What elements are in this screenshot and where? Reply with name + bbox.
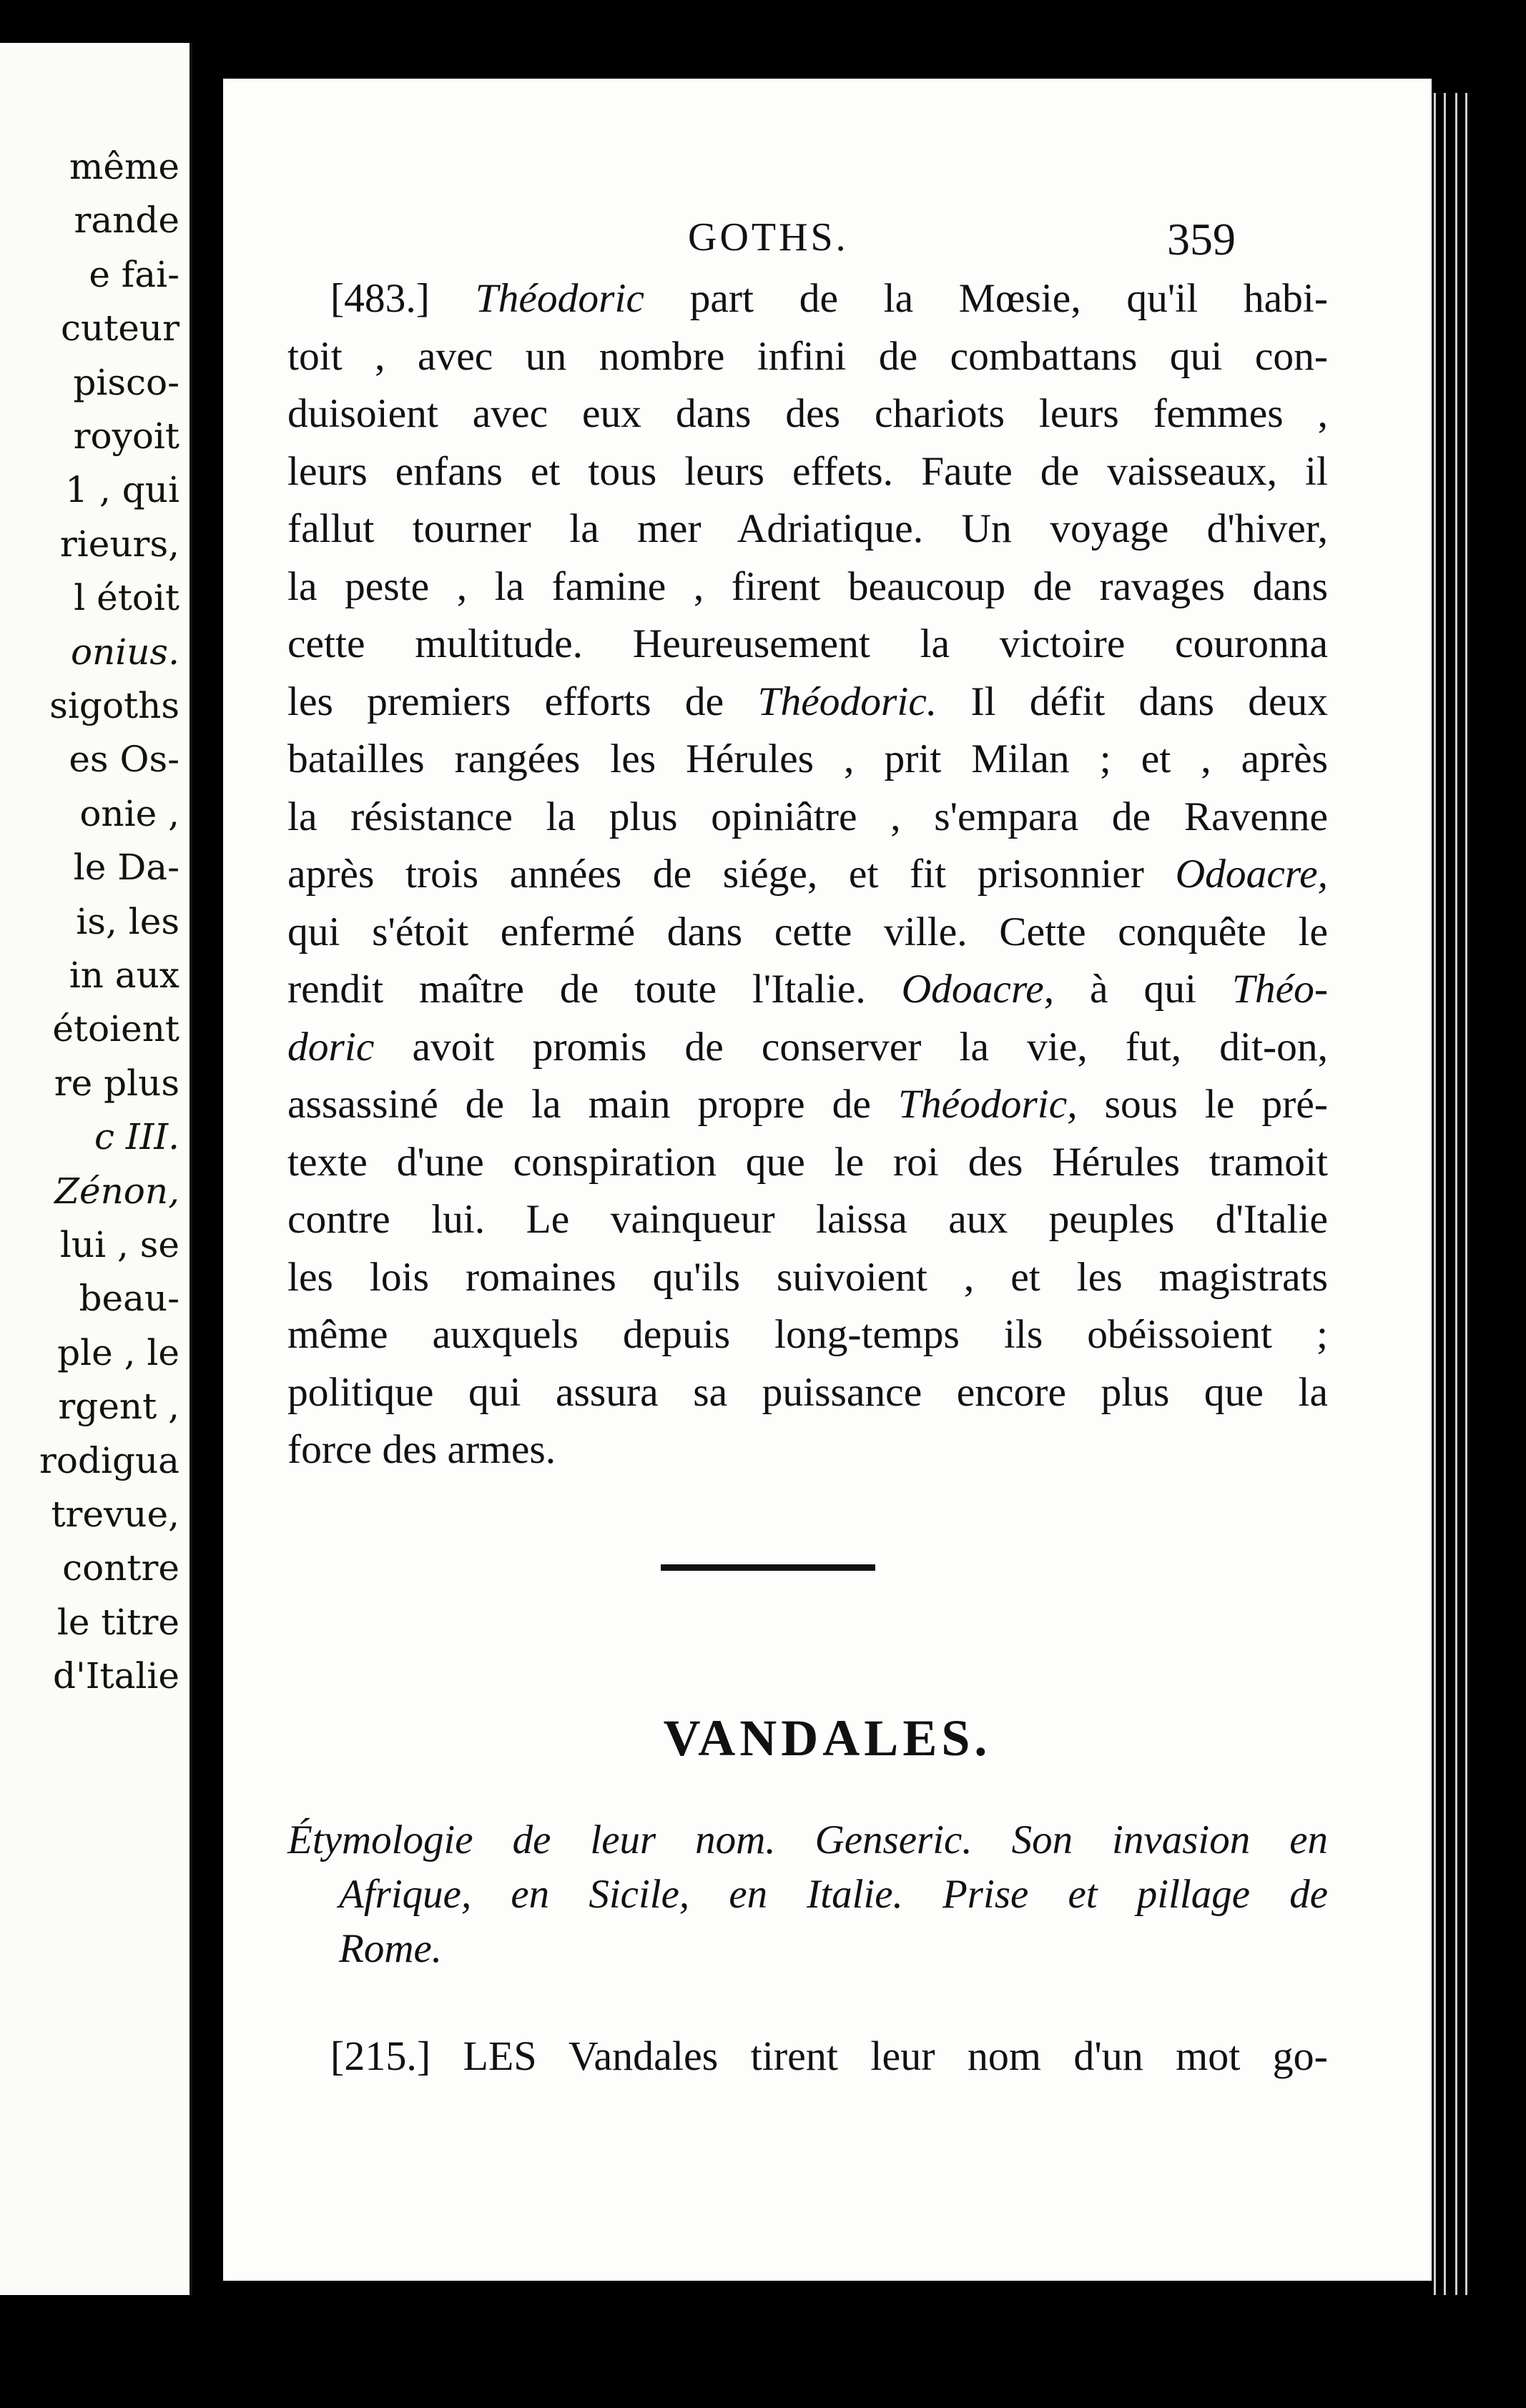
text-run: qui s'étoit enfermé dans cette ville. Cette conquête le [287,909,1328,954]
text-run: la résistance la plus opiniâtre , s'empara de Ravenne [287,794,1328,839]
text-run: les premiers efforts de [287,679,758,724]
text-line [287,846,1328,904]
text-run: [483.] [330,276,476,321]
text-line [287,1019,1328,1077]
text-run: Il défit dans deux [937,679,1328,724]
italic-name: Odoacre, [901,967,1055,1012]
summary-line: Rome. [339,1926,443,1971]
text-run: sous le pré- [1077,1082,1328,1127]
left-page-line-fragment: onie , [79,792,179,834]
text-run: force des armes. [287,1427,556,1472]
left-page-line-fragment: rande [74,199,179,242]
left-page-line-fragment: pisco- [73,361,179,403]
left-page-line-fragment: le Da- [73,847,179,889]
left-page-line-fragment: c III. [94,1116,179,1158]
text-line [287,1076,1328,1134]
left-facing-page [0,43,192,2295]
text-run: toit , avec un nombre infini de combattans qui con- [287,333,1328,379]
left-page-line-fragment: cuteur [61,307,179,350]
left-page-line-fragment: is, les [76,900,179,942]
text-run: rendit maître de toute l'Italie. [287,967,902,1012]
text-run: fallut tourner la mer Adriatique. Un voyage d'hiver, [287,506,1328,551]
text-line [287,616,1328,673]
italic-name: Odoacre, [1175,852,1328,897]
section-title: VANDALES. [663,1709,992,1767]
italic-name: Théodoric, [897,1082,1078,1127]
book-gutter [193,64,222,2309]
left-page-line-fragment: 1 , qui [65,469,179,511]
left-page-line-fragment: d'Italie [53,1655,179,1697]
left-page-line-fragment: rodigua [39,1439,179,1481]
left-page-line-fragment: onius. [70,631,179,673]
summary-line: Afrique, en Sicile, en Italie. Prise et pillage de [339,1872,1328,1917]
paragraph-483 [287,270,1328,1479]
text-run: la peste , la famine , firent beaucoup de ravages dans [287,563,1328,609]
left-page-line-fragment: rgent , [58,1386,179,1428]
text-line [287,1191,1328,1249]
left-page-line-fragment: l étoit [74,577,179,619]
left-page-line-fragment: le titre [56,1601,179,1643]
text-line [287,270,1328,328]
text-line [287,443,1328,501]
text-line [287,1421,1328,1479]
text-line [287,1306,1328,1364]
left-page-line-fragment: même [69,146,179,187]
left-page-line-fragment: beau- [79,1278,179,1320]
left-page-line-fragment: in aux [69,954,179,996]
paragraph-215: [215.] LES Vandales tirent leur nom d'un mot go- [330,2033,1328,2079]
text-run: même auxquels depuis long-temps ils obéissoient ; [287,1312,1328,1357]
text-line [287,731,1328,789]
text-run: cette multitude. Heureusement la victoire couronna [287,621,1328,666]
text-line [287,673,1328,731]
left-page-line-fragment: trevue, [51,1494,179,1535]
section-summary [287,1813,1328,1976]
italic-name: Théodoric [475,276,644,321]
text-line [287,385,1328,443]
left-page-line-fragment: ple , le [57,1331,179,1373]
text-run: leurs enfans et tous leurs effets. Faute de vaisseaux, il [287,448,1328,494]
left-page-line-fragment: e fai- [89,253,179,295]
text-run: à qui [1054,967,1232,1012]
text-run: part de la Mœsie, qu'il habi- [644,276,1328,321]
text-run: duisoient avec eux dans des chariots leurs femmes , [287,391,1328,436]
text-run: contre lui. Le vainqueur laissa aux peuples d'Italie [287,1197,1328,1242]
text-line [287,500,1328,558]
italic-name: Théodoric. [757,679,937,724]
left-page-line-fragment: re plus [54,1062,179,1104]
text-run: avoit promis de conserver la vie, fut, dit-on, [374,1024,1328,1070]
summary-line: Étymologie de leur nom. Genseric. Son invasion en [287,1817,1328,1862]
text-run: texte d'une conspiration que le roi des Hérules tramoit [287,1139,1328,1185]
text-line [287,904,1328,962]
left-page-line-fragment: sigoths [49,685,179,726]
right-page [223,79,1432,2281]
left-page-line-fragment: étoient [52,1008,179,1050]
left-page-line-fragment: rieurs, [59,523,179,565]
text-run: politique qui assura sa puissance encore plus que la [287,1369,1328,1415]
section-divider-rule [661,1564,875,1571]
text-line [287,961,1328,1019]
text-run: les lois romaines qu'ils suivoient , et les magistrats [287,1254,1328,1300]
text-line [287,1249,1328,1307]
text-run: batailles rangées les Hérules , prit Milan ; et , après [287,736,1328,781]
text-run: assassiné de la main propre de [287,1082,898,1127]
text-line [287,789,1328,847]
left-page-line-fragment: lui , se [59,1224,179,1265]
text-line [287,1364,1328,1422]
italic-name: doric [287,1024,375,1070]
page-number: 359 [1167,214,1236,265]
left-page-line-fragment: royoit [73,415,179,457]
left-page-line-fragment: es Os- [69,739,179,781]
left-page-line-fragment: Zénon, [54,1170,179,1212]
italic-name: Théo- [1231,967,1329,1012]
left-page-line-fragment: contre [62,1547,179,1589]
text-run: après trois années de siége, et fit prisonnier [287,852,1176,897]
page-edge-lines [1434,93,1477,2295]
running-head-title: GOTHS. [688,215,849,260]
text-line [287,1134,1328,1192]
text-line [287,328,1328,386]
text-line [287,558,1328,616]
